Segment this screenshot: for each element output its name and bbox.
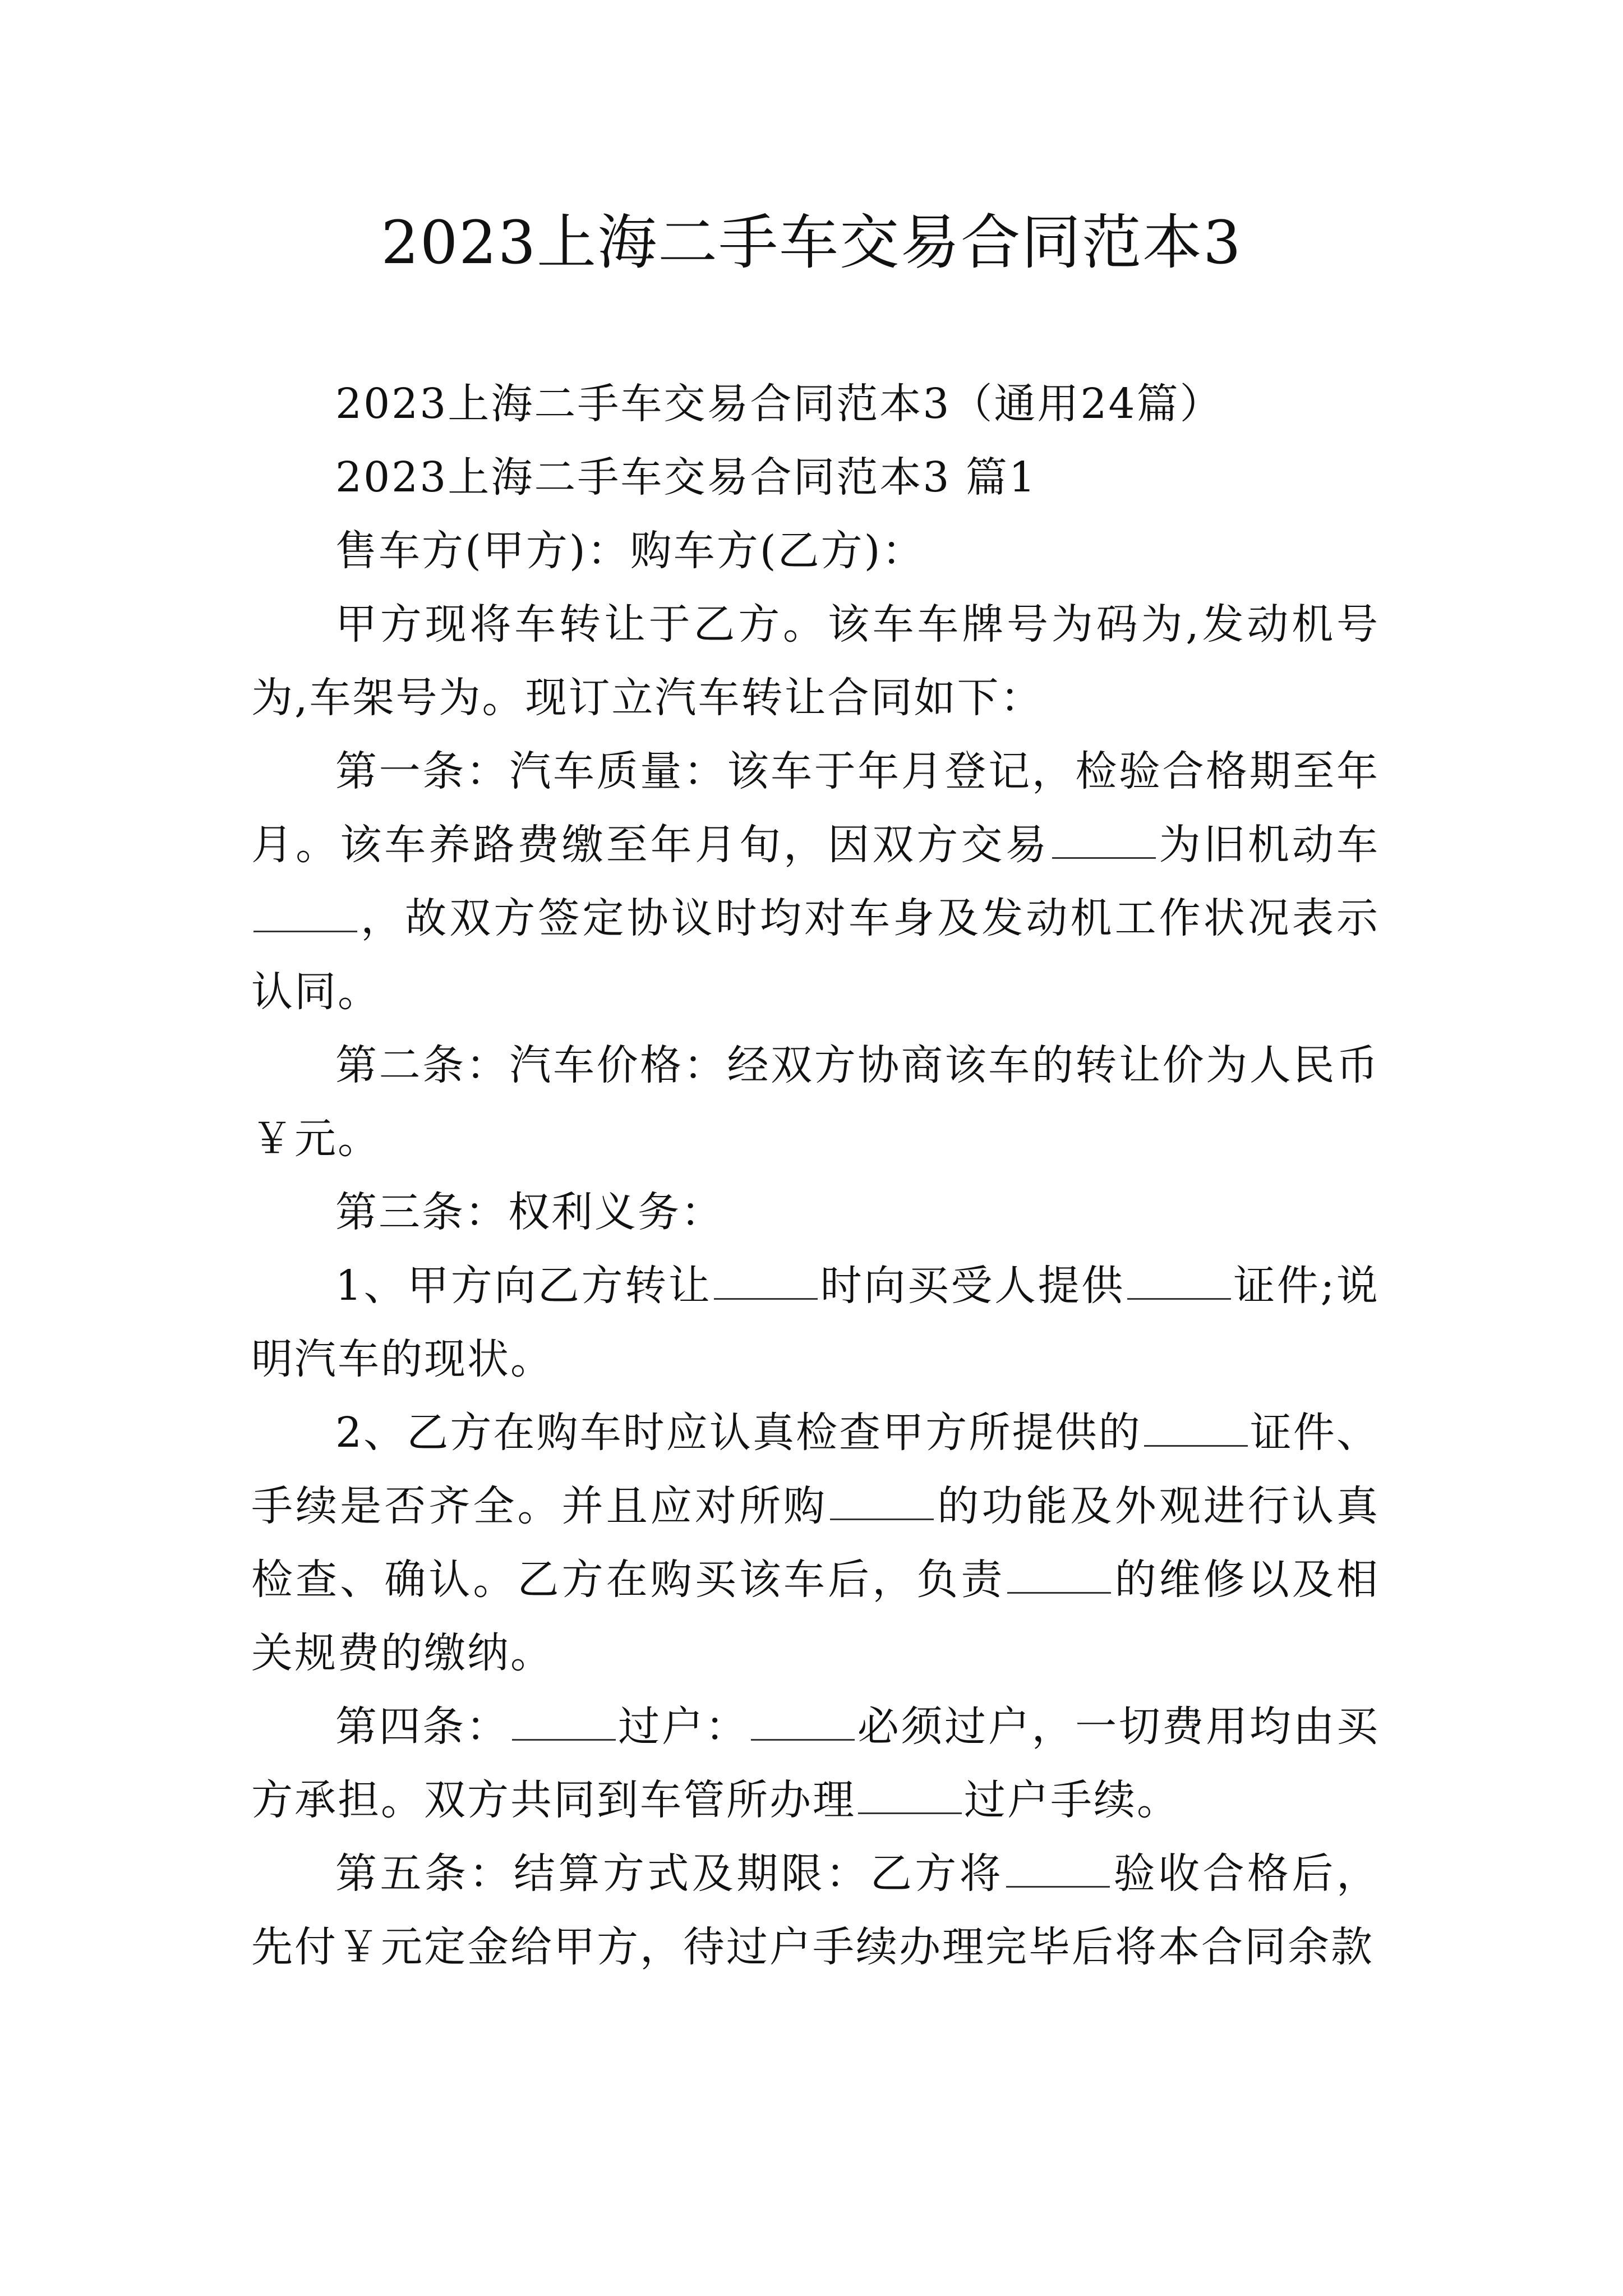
text-segment: 验收合格后，先付￥元定金给甲方，待过户手续办理完毕后将本合同余款 [251,1849,1380,1971]
text-segment: 第五条：结算方式及期限：乙方将 [335,1849,1004,1898]
blank-line [714,1260,818,1300]
blank-line [1052,820,1156,859]
blank-line [830,1481,934,1520]
text-segment: 第三条：权利义务： [335,1188,724,1236]
text-segment: 必须过户，一切费用均由买方承担。双方共同到车管所办理 [251,1703,1380,1824]
text-segment: 2、乙方在购车时应认真检查甲方所提供的 [335,1409,1142,1457]
text-segment: 为旧机动车 [1158,821,1380,869]
paragraph-section-heading [251,441,1380,514]
blank-line [1007,1554,1111,1594]
text-segment: 甲方现将车转让于乙方。该车车牌号为码为,发动机号为,车架号为。现订立汽车转让合同如下： [251,600,1380,722]
text-segment: 1、甲方向乙方转让 [335,1262,712,1310]
text-segment: 2023上海二手车交易合同范本3（通用24篇） [335,380,1223,428]
paragraph-subtitle [251,367,1380,441]
text-segment: 的维修以及相关规费的缴纳。 [251,1556,1380,1677]
paragraph-intro [251,588,1380,735]
text-segment: 售车方(甲方)：购车方(乙方)： [335,527,925,575]
paragraph-item-1 [251,1249,1380,1396]
text-segment: 时向买受人提供 [820,1262,1125,1310]
paragraph-item-2 [251,1396,1380,1690]
paragraph-article-5 [251,1837,1380,1984]
document-title: 2023上海二手车交易合同范本3 [381,208,1242,277]
paragraph-article-3 [251,1176,1380,1249]
paragraph-article-2 [251,1029,1380,1176]
paragraph-article-4 [251,1690,1380,1837]
blank-line [1144,1407,1248,1447]
text-segment: 2023上海二手车交易合同范本3 篇1 [335,453,1038,501]
blank-line [751,1701,855,1741]
text-segment: 证件;说明汽车的现状。 [251,1262,1380,1383]
blank-line [1006,1848,1110,1888]
blank-line [512,1701,616,1741]
text-segment: 证件、手续是否齐全。并且应对所购 [251,1409,1380,1530]
text-segment: 第一条：汽车质量：该车于年月登记，检验合格期至年月。该车养路费缴至年月旬，因双方交易 [251,747,1380,869]
text-segment: 第四条： [335,1703,510,1751]
text-segment: 过户手续。 [964,1776,1180,1824]
text-segment: ，故双方签定协议时均对车身及发动机工作状况表示认同。 [251,894,1380,1016]
text-segment: 第二条：汽车价格：经双方协商该车的转让价为人民币￥元。 [251,1041,1380,1163]
blank-line [253,893,357,932]
paragraph-article-1 [251,735,1380,1029]
blank-line [858,1775,962,1814]
text-segment: 过户： [617,1703,749,1751]
blank-line [1127,1260,1231,1300]
text-segment: 的功能及外观进行认真检查、确认。乙方在购买该车后，负责 [251,1482,1380,1604]
document-body [251,367,1380,1984]
paragraph-parties [251,514,1380,588]
